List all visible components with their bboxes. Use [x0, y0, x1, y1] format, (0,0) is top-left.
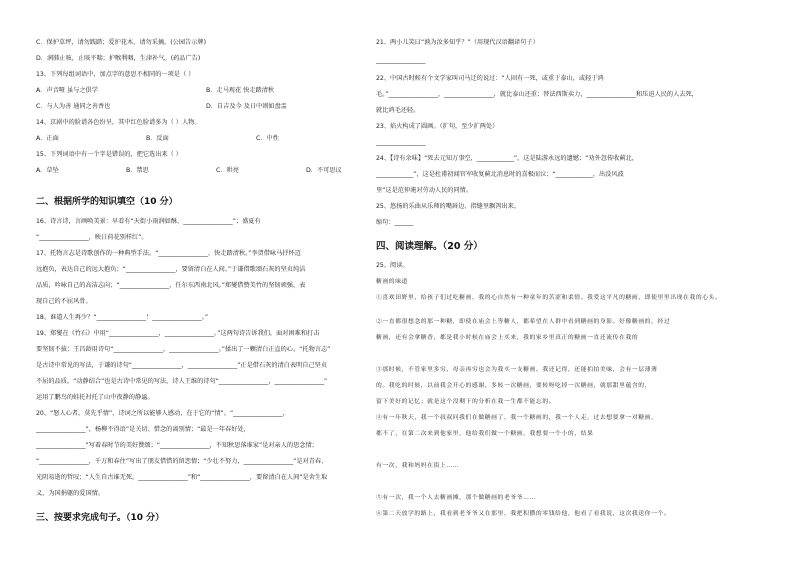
section-3-title: 三、按要求完成句子。（10 分）	[36, 513, 165, 523]
q13-option-a: A．声音哑 虽与之俱学	[36, 87, 98, 94]
question-25-label: 25、阅读。	[376, 262, 409, 269]
q12-option-d: D．润肺止咳，止咳平喘；护喉利咽，生津补气。(药品广告)	[36, 55, 201, 62]
q13-option-c: C．与人为善 通同之善香也	[36, 103, 111, 110]
question-19-line4: 不屈的品质。“动静结合”也是古诗中常见的写法，诗人王维的诗句“________________，________________”	[36, 378, 328, 385]
article-paragraph-5: ⑤有一次，我一个人去糖画摊，那个做糖画的老爷爷……	[376, 495, 536, 501]
article-paragraph-2-line1: ②一直都很想念的那一种糖，即使在庙会上等糖人，都希望在人群中看到糖画的身影。好像糖画的，经过	[376, 319, 671, 325]
q14-option-c: C．中性	[256, 135, 279, 142]
question-20-line3: ________________”写着春时节的美好赞颂；“________________，不知秋思落谁家”是对亲人的思念情；	[36, 442, 318, 449]
article-paragraph-3-line1: ③那时候，不管家里多穷，母亲再穷也会为我买一支糖画。我还记得，还能拍拍美味，会有一层薄薄	[376, 367, 658, 373]
article-paragraph-4-line1: ④有一年秋天，我一个叔叔问我们在做糖画了，我一个糖画的，我一个人走，过去想要拿一对糖画，	[376, 415, 658, 421]
question-21-answer-blank: ________________	[376, 57, 426, 64]
question-17-line2: 远抱负，表达自己的远大抱负；“________________，要留清白在人间。”于谦借歌颂石灰的坚贞纯洁	[36, 266, 306, 273]
question-20-line2: ________________”，杨柳不得语”是关切、惜念的离别情；“最是一年春好处，	[36, 426, 250, 433]
question-19-line5: 运用了鹏鸟的蛙托衬托了山中夜静的静谧。	[36, 394, 154, 401]
question-24-line3: 里”这是范仲淹对劳动人民的同情。	[376, 187, 473, 194]
article-paragraph-3-line2: 的。我吃的时候，以前我会开心的感谢，多转一次糖画，要转呀吃掉一次糖画，就那甜里蕴含的，	[376, 383, 652, 389]
question-24-line2: ____________”，这是杜甫初闻官军收复蓟北消息时的喜极而泣；“____________，出没风波	[376, 171, 624, 178]
question-17-line4: 现自己的不屈风骨。	[36, 298, 92, 305]
question-23-answer-blank: ________________	[376, 139, 426, 146]
question-17-line1: 17、托物言志是诗歌创作的一种典型手法。“________________，快走踏清秋。”李贺借咏马抒怀迈	[36, 250, 301, 257]
question-25-sentence: 25、悠扬的乐曲从乐师的嘴唇边、指缝里飘泻出来。	[376, 203, 520, 210]
question-25-answer: 缩句：______	[376, 219, 414, 226]
q15-option-c: C．哄亮	[216, 167, 239, 174]
question-20-line5: 光阴易逝的哲叹；“人生自古谁无死，________________”和“________________，要留清白在人间”是舍生取	[36, 474, 328, 481]
question-20-line1: 20、“怒人心者，莫先乎情”，诗词之所以能够人感动，在于它的“情”。“________________，	[36, 410, 289, 417]
question-14: 14、京剧中的脸谱各色纷呈，其中红色脸谱多为（ ）人物。	[36, 119, 201, 126]
question-16-line1: 16、诗言诗，言画唤美景：早看有“天街小雨润如酥，________________”；盛夏有	[36, 218, 261, 225]
q15-option-a: A．草坠	[36, 167, 59, 174]
question-17-line3: 品质，吟咏自己的高洁志向；“________________，任尔东西南北风。”郑燮借赞美竹的坚韧顽强，表	[36, 282, 306, 289]
q14-option-a: A．正面	[36, 135, 59, 142]
question-23: 23、焰火构成了圆画。（扩句，至少扩两处）	[376, 123, 499, 130]
question-20-line4: “________________，千万和春住”写出了朋友惜惜的留恋情；“少壮不努力，________________”是对青春、	[36, 458, 328, 465]
question-16-line2: “________________，映日荷花别样红”。	[36, 234, 148, 241]
q15-option-d: D．不可思议	[306, 167, 342, 174]
article-paragraph-4-line3: 有一次，我和妈妈在街上……	[376, 463, 460, 469]
q13-option-d: D．自吉及今 及日中则如盘盂	[206, 103, 287, 110]
section-2-title: 二、根据所学的知识填空（10 分）	[36, 197, 178, 207]
question-19-line2: 要坚韧不拔；王昌龄用诗句“________________，________________。”揉出了一颗清白正直的心。“托物言志”	[36, 346, 331, 353]
question-19-line1: 19、郑燮在《竹石》中用“________________，________________。”这两句诗告诉我们，面对困难和打击	[36, 330, 320, 337]
question-20-line6: 义、为国捐躯的爱国情。	[36, 490, 105, 497]
q13-option-b: B．走马观花 快走踏清秋	[206, 87, 275, 94]
question-22-line2: 毛。”________________，________________，就比泰山还重；替法西斯卖力，________________和压迫人民的人去死，	[376, 91, 698, 98]
article-paragraph-3-line3: 留下美好的记忆；就是这个没剩下的分析在我一生都不能忘的。	[376, 399, 556, 405]
question-19-line3: 是古诗中常见的写法，于谦的诗句“________________，________________”正是借石灰的清白表明自己坚贞	[36, 362, 328, 369]
section-4-title: 四、阅读理解。（20 分）	[376, 241, 483, 252]
question-24-line1: 24、【诗有余味】“死去元知万事空，____________”，这是陆游永远的遗憾；“劝外忽传收蓟北，	[376, 155, 638, 162]
article-paragraph-6: ⑥第二天放学的路上，我看到老爷爷又在那里，我把积攒的零钱给他，他看了看我说，这次我送你一个。	[376, 511, 671, 517]
question-13: 13、下列每组词语中，加点字的意思不相同的一项是（ ）	[36, 71, 195, 78]
question-22-line1: 22、中国古时候有个文学家叫司马迁的说过：“人固有一死，或重于泰山，或轻于鸿	[376, 75, 604, 82]
article-paragraph-4-line2: 都不了，在第二次来到他家里，他给我们做一个糖画，我想要一个小的，结果	[376, 431, 594, 437]
q12-option-c: C．保护草坪，请勿践踏；爱护花木，请勿采摘。(公园告示牌)	[36, 39, 207, 46]
article-title: 糖画的味道	[376, 279, 408, 285]
question-15: 15、下列词语中有一个字是错误的，把它选出来（ ）	[36, 151, 182, 158]
q14-option-b: B．反面	[146, 135, 169, 142]
article-paragraph-2-line2: 糖画，还有会拿糖香，都是我小时候在庙会上买来，我的家乡里真正的糖画一直还流传在我的	[376, 335, 639, 341]
q15-option-b: B．禁思	[126, 167, 149, 174]
question-21: 21、两小儿笑曰“孰为汝多知乎？”（用现代汉语翻译句子）	[376, 39, 539, 46]
article-paragraph-1: ①喜欢田野里，给孩子们过吃糖画，我的心自然有一种童年的苦涩和柔情。我爱这平凡的糖画，即使里里出现在我的心头。	[376, 295, 722, 301]
question-18: 18、谁道人生再少？“________________！________________。”	[36, 314, 209, 321]
question-22-line3: 就比鸿毛还轻。	[376, 107, 420, 114]
